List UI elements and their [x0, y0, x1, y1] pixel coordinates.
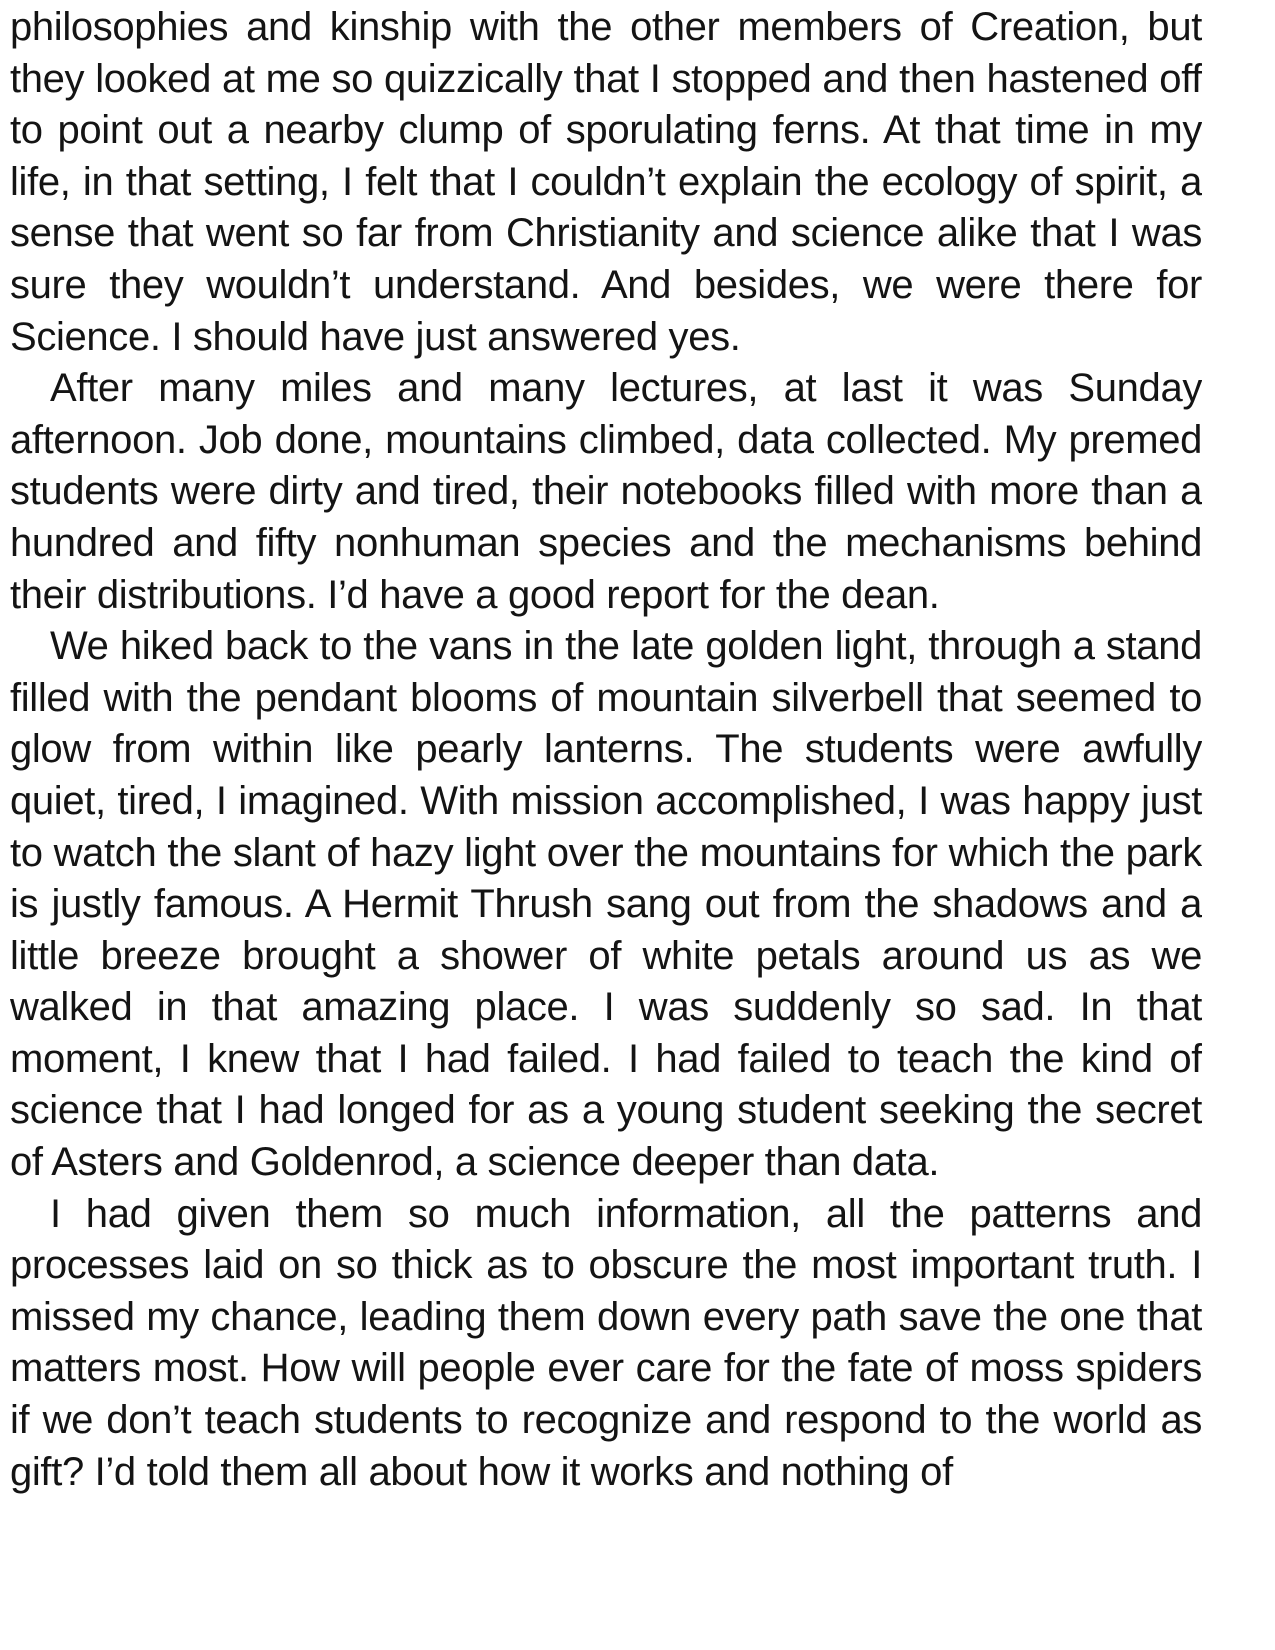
paragraph-1: philosophies and kinship with the other members of Creation, but they looked at me so quizzically that I stopped and then hastened off to point out a nearby clump of sporulating ferns. At that time in my life, in that setting, I felt that I couldn’t explain the ecology of spirit, a sense that went so far from Christianity and science alike that I was sure they wouldn’t understand. And besides, we were there for Science. I should have just answered yes.: [10, 5, 1202, 359]
document-page: [10, 0, 1202, 1650]
paragraph-4: I had given them so much information, all the patterns and processes laid on so thick as to obscure the most important truth. I missed my chance, leading them down every path save the one that matters most. How will people ever care for the fate of moss spiders if we don’t teach students to recognize and respond to the world as gift? I’d told them all about how it works and nothing of: [10, 1191, 1202, 1494]
paragraph-3: We hiked back to the vans in the late golden light, through a stand filled with the pendant blooms of mountain silverbell that seemed to glow from within like pearly lanterns. The students were awfully quiet, tired, I imagined. With mission accomplished, I was happy just to watch the slant of hazy light over the mountains for which the park is justly famous. A Hermit Thrush sang out from the shadows and a little breeze brought a shower of white petals around us as we walked in that amazing place. I was suddenly so sad. In that moment, I knew that I had failed. I had failed to teach the kind of science that I had longed for as a young student seeking the secret of Asters and Goldenrod, a science deeper than data.: [10, 624, 1202, 1185]
paragraph-2: After many miles and many lectures, at last it was Sunday afternoon. Job done, mountains climbed, data collected. My premed students were dirty and tired, their notebooks filled with more than a hundred and fifty nonhuman species and the mechanisms behind their distributions. I’d have a good report for the dean.: [10, 366, 1202, 617]
